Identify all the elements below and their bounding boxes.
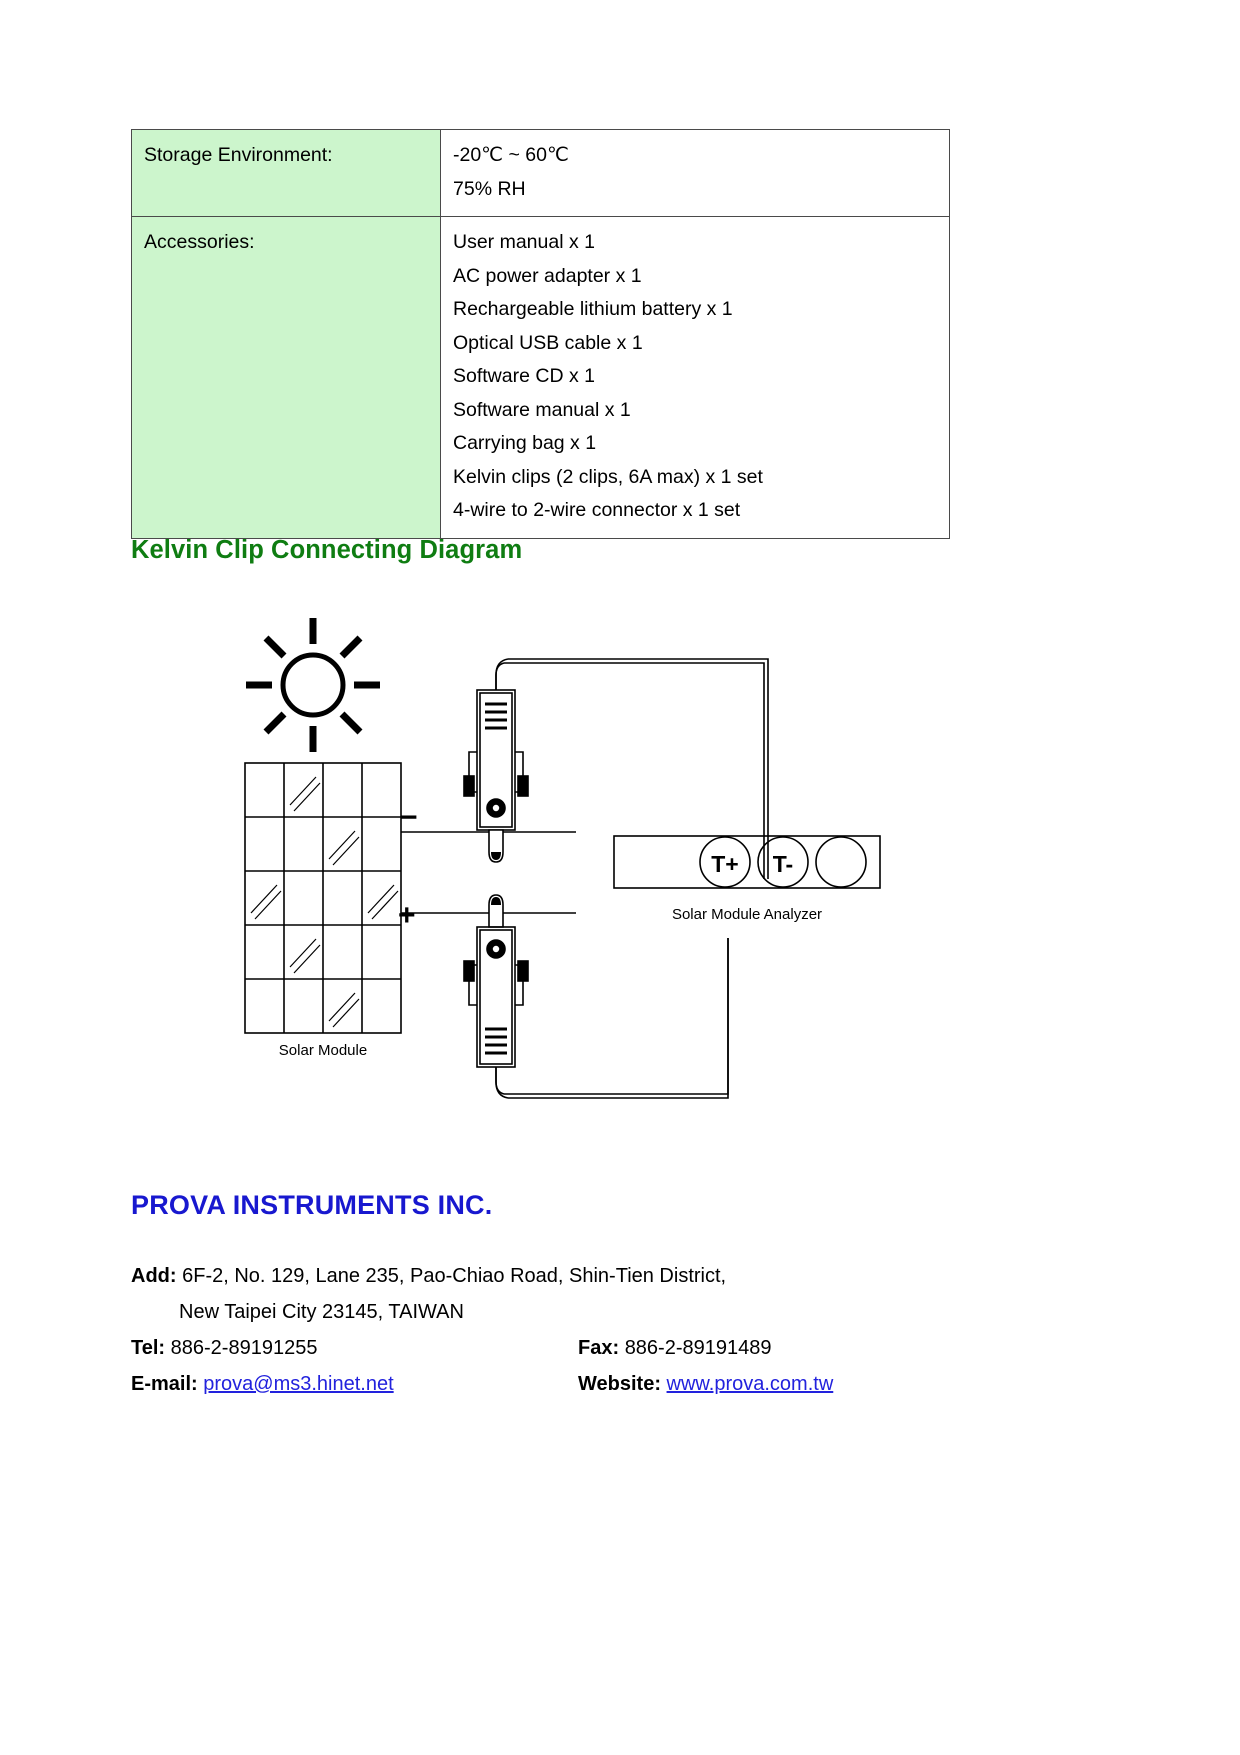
company-name: PROVA INSTRUMENTS INC.: [131, 1190, 493, 1220]
accessory-item: Optical USB cable x 1: [453, 331, 643, 354]
fax-label: Fax:: [578, 1337, 620, 1359]
accessory-item: 4-wire to 2-wire connector x 1 set: [453, 499, 741, 521]
email-link[interactable]: prova@ms3.hinet.net: [203, 1373, 394, 1395]
accessory-item: Carrying bag x 1: [453, 432, 597, 454]
positive-terminal-label: +: [398, 899, 416, 932]
section-heading-kelvin-clip-diagram: Kelvin Clip Connecting Diagram: [131, 536, 523, 564]
accessory-item: AC power adapter x 1: [453, 264, 642, 287]
accessory-item: Kelvin clips (2 clips, 6A max) x 1 set: [453, 465, 763, 488]
analyzer-port-t-plus: T+: [711, 851, 739, 877]
website-link[interactable]: www.prova.com.tw: [666, 1373, 834, 1395]
tel-label: Tel:: [131, 1337, 166, 1359]
website-group: [578, 1366, 833, 1402]
table-row: [132, 130, 950, 217]
specifications-table: [131, 129, 950, 539]
analyzer-port-t-minus: T-: [772, 851, 794, 877]
solar-module-analyzer-box: [614, 836, 880, 888]
email-website-row: [131, 1366, 1031, 1402]
accessory-item: Software manual x 1: [453, 398, 631, 421]
tel-fax-row: [131, 1330, 1031, 1366]
address-row: [131, 1258, 1031, 1294]
spec-value-line: -20℃ ~ 60℃: [453, 144, 569, 166]
website-label: Website:: [578, 1373, 661, 1395]
spec-value-accessories: [441, 217, 950, 539]
kelvin-clip-lower: [464, 895, 528, 1098]
solar-module-caption: Solar Module: [278, 1042, 368, 1059]
sun-icon: [246, 618, 380, 752]
address-row-2: [131, 1294, 1031, 1330]
spec-label-text: Accessories:: [144, 231, 255, 253]
spec-value-storage-environment: [441, 130, 950, 217]
kelvin-clip-connecting-diagram: [228, 600, 908, 1140]
solar-module-panel: [245, 763, 401, 1033]
spec-label-accessories: [132, 217, 441, 539]
contact-block: [131, 1258, 1031, 1402]
address-line-2: New Taipei City 23145, TAIWAN: [179, 1301, 464, 1323]
wiring: [401, 659, 768, 1098]
fax-group: [578, 1330, 771, 1366]
accessory-item: Rechargeable lithium battery x 1: [453, 298, 733, 320]
tel-value: 886-2-89191255: [170, 1337, 318, 1359]
negative-terminal-label: −: [400, 801, 418, 834]
address-line-1: 6F-2, No. 129, Lane 235, Pao-Chiao Road, Shin-Tien District,: [182, 1265, 727, 1287]
solar-module-analyzer-caption: Solar Module Analyzer: [671, 906, 823, 923]
spec-value-line: 75% RH: [453, 177, 526, 200]
spec-label-storage-environment: [132, 130, 441, 217]
table-row: [132, 217, 950, 539]
accessory-item: User manual x 1: [453, 231, 595, 253]
fax-value: 886-2-89191489: [624, 1337, 772, 1359]
spec-label-text: Storage Environment:: [144, 144, 333, 166]
email-label: E-mail:: [131, 1373, 198, 1395]
address-label: Add:: [131, 1265, 177, 1287]
accessory-item: Software CD x 1: [453, 365, 595, 387]
